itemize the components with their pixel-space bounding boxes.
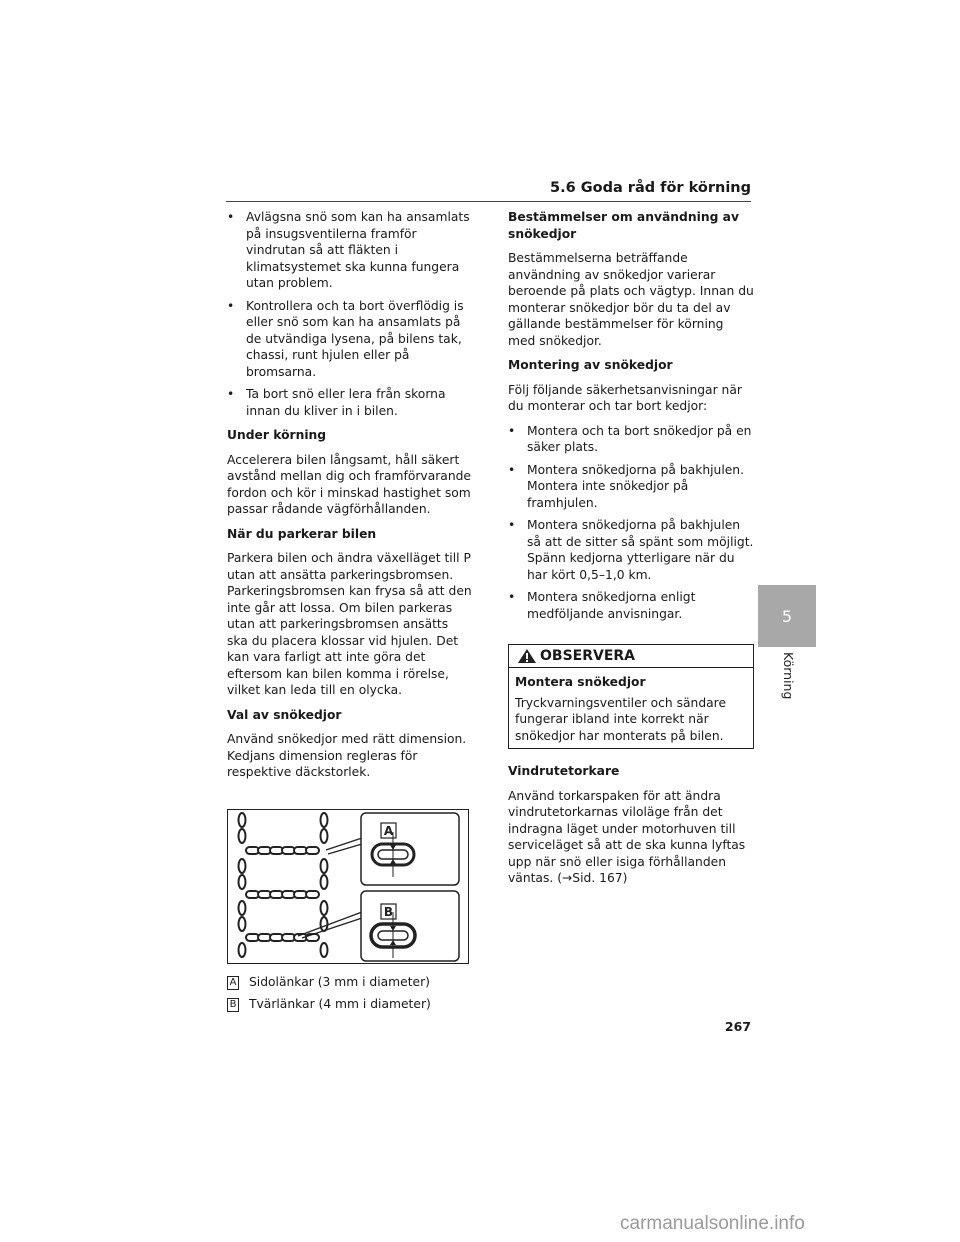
- notice-header: [509, 645, 753, 668]
- left-column: [227, 209, 472, 1019]
- notice-title: OBSERVERA: [540, 647, 636, 664]
- notice-box: [508, 644, 754, 749]
- heading-wipers: Vindrutetorkare: [508, 764, 620, 778]
- caption-text-a: Sidolänkar (3 mm i diameter): [249, 974, 430, 989]
- snow-chain-figure: [227, 809, 469, 964]
- list-item: • Montera och ta bort snökedjor på en säker plats.: [508, 423, 752, 454]
- heading-chain-choice: Val av snökedjor: [227, 707, 342, 722]
- watermark: carmanualsonline.info: [620, 1213, 805, 1234]
- notice-text: Tryckvarningsventiler och sändare fungerar ibland inte korrekt när snökedjor har monterats på bilen.: [515, 695, 727, 743]
- paragraph-chain-rules: Bestämmelserna beträffande användning av snökedjor varierar beroende på plats och vägtyp. Innan du monterar snökedjor bör du ta del av gällande bestämmelser för körning med snökedjor.: [508, 251, 754, 348]
- figure-label-a: A: [383, 823, 394, 838]
- list-item: • Montera snökedjorna enligt medföljande anvisningar.: [508, 590, 696, 621]
- paragraph-under-driving: Accelerera bilen långsamt, håll säkert avstånd mellan dig och framförvarande fordon och kör i minskad hastighet som passar rådande vägförhållanden.: [227, 452, 471, 516]
- caption-text-b: Tvärlänkar (4 mm i diameter): [249, 997, 431, 1011]
- list-item: • Kontrollera och ta bort överflödig is eller snö som kan ha ansamlats på de utvändiga lysena, på bilens tak, chassi, runt hjulen eller på bromsarna.: [227, 298, 464, 379]
- paragraph-chain-mounting: Följ följande säkerhetsanvisningar när du monterar och tar bort kedjor:: [508, 382, 742, 413]
- caution-icon: [517, 648, 537, 664]
- heading-under-driving: Under körning: [227, 428, 327, 442]
- figure-caption-a: [227, 974, 472, 991]
- figure-label-b: B: [383, 904, 394, 919]
- paragraph-parking: Parkera bilen och ändra växelläget till P utan att ansätta parkeringsbromsen. Parkeringsbromsen kan frysa så att den inte går att lossa. Om bilen parkeras utan att parkeringsbromsen ansätts ska du placera klossar vid hjulen. Det kan vara farligt att inte göra det eftersom kan bilen komma i rörelse, vilket kan leda till en olycka.: [227, 551, 472, 697]
- heading-chain-rules: Bestämmelser om användning av snökedjor: [508, 210, 739, 241]
- list-item: • Avlägsna snö som kan ha ansamlats på insugsventilerna framför vindrutan så att fläkten i klimatsystemet ska kunna fungera utan problem.: [227, 210, 470, 290]
- section-header: 5.6 Goda råd för körning: [549, 180, 751, 196]
- list-item: • Montera snökedjorna på bakhjulen. Montera inte snökedjor på framhjulen.: [508, 462, 745, 510]
- list-item: • Ta bort snö eller lera från skorna innan du kliver in i bilen.: [227, 387, 446, 418]
- notice-subheading: Montera snökedjor: [515, 675, 646, 689]
- chapter-label: [778, 652, 798, 732]
- page-number: 267: [724, 1019, 751, 1034]
- list-item: • Montera snökedjorna på bakhjulen så att de sitter så spänt som möjligt. Spänn kedjorna ytterligare när du har kört 0,5–1,0 km.: [508, 518, 754, 582]
- heading-parking: När du parkerar bilen: [227, 526, 377, 541]
- right-column: [508, 209, 754, 895]
- paragraph-wipers: Använd torkarspaken för att ändra vindrutetorkarnas viloläge från det indragna läget under motorhuven till serviceläget så att de ska kunna lyftas upp när snö eller isiga förhållanden väntas. (→Sid. 167): [508, 788, 746, 885]
- bullet-list-snow: [227, 209, 472, 419]
- notice-body: [509, 668, 753, 748]
- snow-chain-illustration: [228, 810, 468, 963]
- bullet-list-mounting: [508, 423, 754, 623]
- heading-chain-mounting: Montering av snökedjor: [508, 358, 673, 372]
- caption-tag-a: A: [227, 976, 239, 990]
- caption-tag-b: B: [227, 998, 239, 1012]
- chapter-tab: 5: [758, 585, 816, 647]
- figure-caption-b: [227, 996, 472, 1013]
- header-rule: [226, 201, 751, 202]
- chapter-label-text: Körning: [781, 652, 796, 700]
- paragraph-chain-choice: Använd snökedjor med rätt dimension. Kedjans dimension regleras för respektive däckstorlek.: [227, 732, 467, 779]
